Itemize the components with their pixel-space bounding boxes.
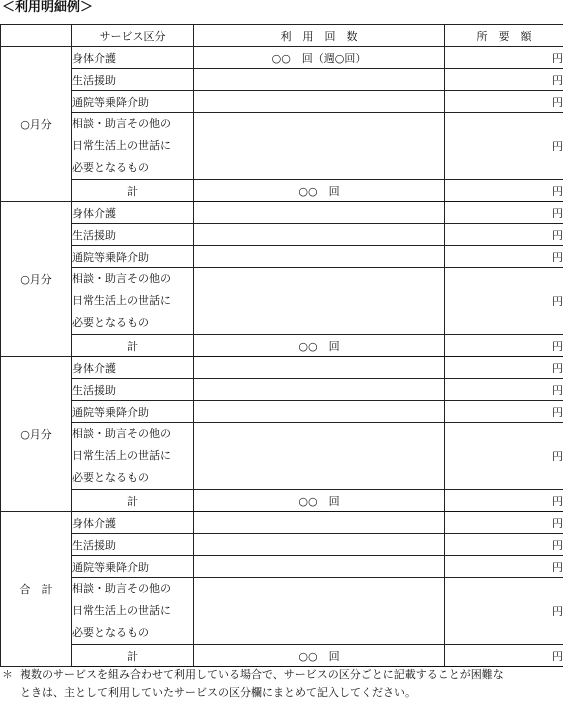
table-row bbox=[1, 91, 563, 113]
table-row bbox=[1, 113, 563, 180]
table-row bbox=[1, 512, 563, 534]
service-cell-consultation bbox=[72, 268, 194, 335]
footnote-mark: ＊ bbox=[2, 668, 13, 681]
service-cell: 通院等乗降介助 bbox=[72, 246, 194, 268]
service-cell-consultation bbox=[72, 423, 194, 490]
amount-cell: 円 bbox=[445, 401, 563, 423]
table-header-row bbox=[1, 25, 563, 47]
table-row bbox=[1, 357, 563, 379]
service-cell-consultation bbox=[72, 578, 194, 645]
service-cell: 通院等乗降介助 bbox=[72, 556, 194, 578]
period-cell: ○月分 bbox=[1, 47, 72, 202]
total-amount-cell: 円 bbox=[445, 490, 563, 512]
period-cell: 合 計 bbox=[1, 512, 72, 667]
count-cell: ○○ 回（週○回） bbox=[194, 47, 445, 69]
total-label-cell: 計 bbox=[72, 180, 194, 202]
count-cell bbox=[194, 401, 445, 423]
count-cell bbox=[194, 423, 445, 490]
service-cell: 身体介護 bbox=[72, 202, 194, 224]
usage-detail-table bbox=[0, 24, 563, 667]
service-cell: 身体介護 bbox=[72, 512, 194, 534]
header-service-category: サービス区分 bbox=[72, 25, 194, 47]
count-cell bbox=[194, 556, 445, 578]
table-row bbox=[1, 224, 563, 246]
amount-cell: 円 bbox=[445, 578, 563, 645]
amount-cell: 円 bbox=[445, 268, 563, 335]
amount-cell: 円 bbox=[445, 113, 563, 180]
total-amount-cell: 円 bbox=[445, 645, 563, 667]
service-cell: 通院等乗降介助 bbox=[72, 91, 194, 113]
service-consult-line: 日常生活上の世話に bbox=[72, 449, 171, 462]
service-consult-line: 相談・助言その他の bbox=[72, 582, 171, 595]
service-consult-line: 日常生活上の世話に bbox=[72, 139, 171, 152]
table-row bbox=[1, 379, 563, 401]
count-cell bbox=[194, 268, 445, 335]
count-cell bbox=[194, 357, 445, 379]
total-row bbox=[1, 180, 563, 202]
header-required-amount: 所 要 額 bbox=[445, 25, 563, 47]
amount-cell: 円 bbox=[445, 69, 563, 91]
service-consult-line: 相談・助言その他の bbox=[72, 272, 171, 285]
service-cell-consultation bbox=[72, 113, 194, 180]
footnote-line-1: 複数のサービスを組み合わせて利用している場合で、サービスの区分ごとに記載することが困難な bbox=[20, 668, 504, 681]
service-consult-line: 必要となるもの bbox=[72, 626, 149, 639]
amount-cell: 円 bbox=[445, 246, 563, 268]
total-count-cell: ○○ 回 bbox=[194, 335, 445, 357]
service-cell: 身体介護 bbox=[72, 357, 194, 379]
count-cell bbox=[194, 224, 445, 246]
count-cell bbox=[194, 91, 445, 113]
table-row bbox=[1, 578, 563, 645]
total-count-cell: ○○ 回 bbox=[194, 645, 445, 667]
service-cell: 生活援助 bbox=[72, 534, 194, 556]
period-cell: ○月分 bbox=[1, 202, 72, 357]
service-cell: 通院等乗降介助 bbox=[72, 401, 194, 423]
amount-cell: 円 bbox=[445, 202, 563, 224]
service-consult-line: 相談・助言その他の bbox=[72, 117, 171, 130]
table-row bbox=[1, 47, 563, 69]
amount-cell: 円 bbox=[445, 534, 563, 556]
service-consult-line: 必要となるもの bbox=[72, 471, 149, 484]
service-cell: 身体介護 bbox=[72, 47, 194, 69]
count-cell bbox=[194, 534, 445, 556]
count-cell bbox=[194, 578, 445, 645]
service-consult-line: 日常生活上の世話に bbox=[72, 294, 171, 307]
service-cell: 生活援助 bbox=[72, 69, 194, 91]
period-cell: ○月分 bbox=[1, 357, 72, 512]
total-row bbox=[1, 645, 563, 667]
amount-cell: 円 bbox=[445, 47, 563, 69]
amount-cell: 円 bbox=[445, 512, 563, 534]
service-consult-line: 相談・助言その他の bbox=[72, 427, 171, 440]
total-count-cell: ○○ 回 bbox=[194, 180, 445, 202]
header-period bbox=[1, 25, 72, 47]
total-label-cell: 計 bbox=[72, 490, 194, 512]
count-cell bbox=[194, 512, 445, 534]
footnote bbox=[2, 666, 561, 702]
service-cell: 生活援助 bbox=[72, 379, 194, 401]
page-title: ＜利用明細例＞ bbox=[2, 0, 94, 15]
total-amount-cell: 円 bbox=[445, 180, 563, 202]
amount-cell: 円 bbox=[445, 357, 563, 379]
table-row bbox=[1, 202, 563, 224]
table-row bbox=[1, 246, 563, 268]
count-cell bbox=[194, 113, 445, 180]
table-row bbox=[1, 556, 563, 578]
count-cell bbox=[194, 246, 445, 268]
service-cell: 生活援助 bbox=[72, 224, 194, 246]
total-row bbox=[1, 335, 563, 357]
amount-cell: 円 bbox=[445, 556, 563, 578]
header-usage-count: 利 用 回 数 bbox=[194, 25, 445, 47]
service-consult-line: 必要となるもの bbox=[72, 316, 149, 329]
footnote-line-2: ときは、主として利用していたサービスの区分欄にまとめて記入してください。 bbox=[20, 686, 416, 699]
total-amount-cell: 円 bbox=[445, 335, 563, 357]
total-label-cell: 計 bbox=[72, 335, 194, 357]
amount-cell: 円 bbox=[445, 423, 563, 490]
table-row bbox=[1, 401, 563, 423]
total-row bbox=[1, 490, 563, 512]
table-row bbox=[1, 268, 563, 335]
amount-cell: 円 bbox=[445, 224, 563, 246]
service-consult-line: 必要となるもの bbox=[72, 161, 149, 174]
count-cell bbox=[194, 69, 445, 91]
total-count-cell: ○○ 回 bbox=[194, 490, 445, 512]
table-row bbox=[1, 423, 563, 490]
count-cell bbox=[194, 379, 445, 401]
amount-cell: 円 bbox=[445, 379, 563, 401]
table-row bbox=[1, 69, 563, 91]
amount-cell: 円 bbox=[445, 91, 563, 113]
total-label-cell: 計 bbox=[72, 645, 194, 667]
table-row bbox=[1, 534, 563, 556]
service-consult-line: 日常生活上の世話に bbox=[72, 604, 171, 617]
count-cell bbox=[194, 202, 445, 224]
